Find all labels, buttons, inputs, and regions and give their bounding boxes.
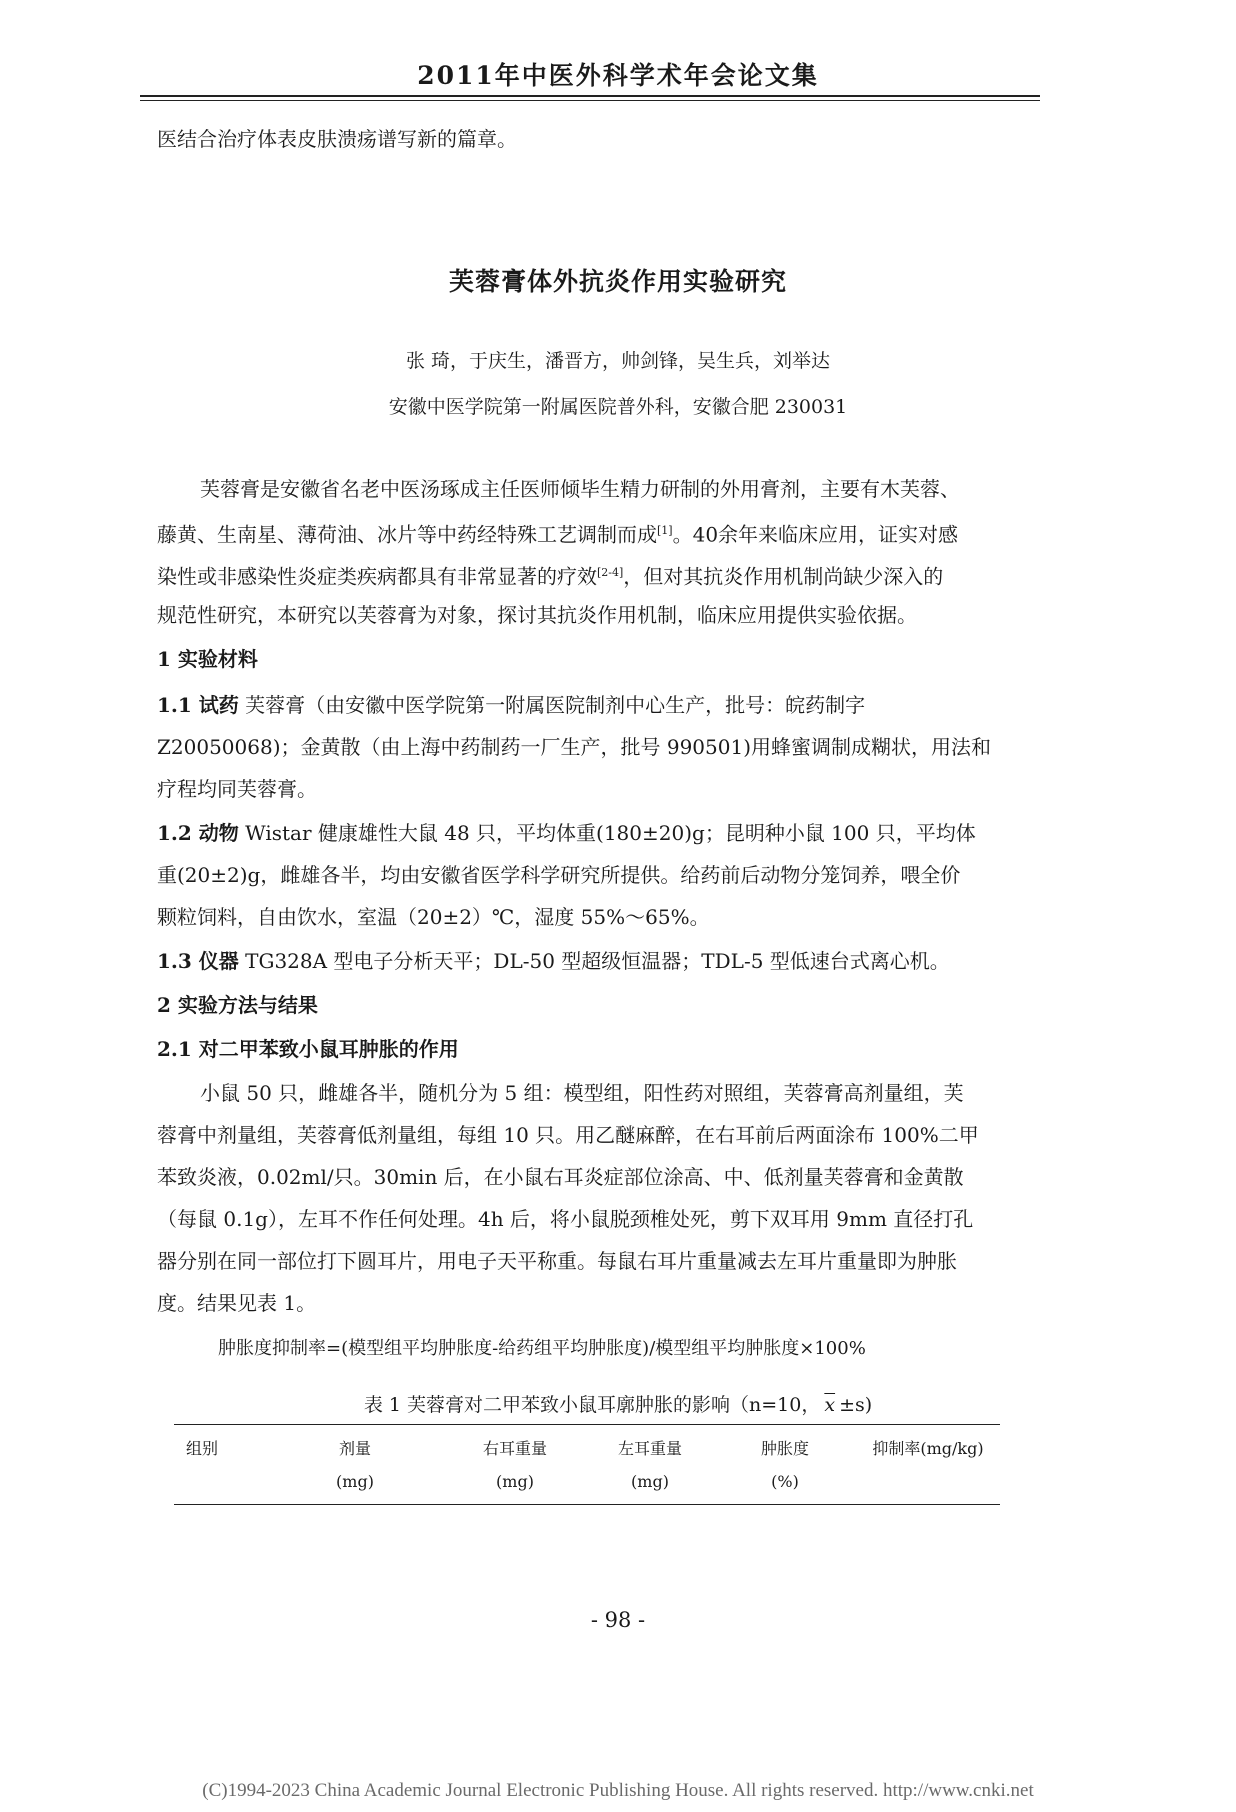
section-2-1-line-4: （每鼠 0.1g），左耳不作任何处理。4h 后，将小鼠脱颈椎处死，剪下双耳用 9mm 直径打孔 xyxy=(157,1207,974,1231)
section-1-2-line-2: 重(20±2)g，雌雄各半，均由安徽省医学科学研究所提供。给药前后动物分笼饲养，喂全价 xyxy=(157,863,961,887)
inhibition-formula: 肿胀度抑制率=(模型组平均肿胀度-给药组平均肿胀度)/模型组平均肿胀度×100% xyxy=(218,1338,866,1359)
section-1-3-label: 1.3 仪器 xyxy=(157,949,239,973)
table-top-rule xyxy=(174,1424,1000,1425)
caption-mean-symbol: $\overline{x}$ xyxy=(824,1394,836,1416)
col-header-right-ear: 右耳重量 xyxy=(482,1439,547,1458)
page-number: - 98 - xyxy=(590,1608,646,1632)
section-1-2 xyxy=(157,820,976,846)
col-header-dose: 剂量 xyxy=(338,1439,371,1458)
intro-line-4: 规范性研究，本研究以芙蓉膏为对象，探讨其抗炎作用机制，临床应用提供实验依据。 xyxy=(157,603,917,627)
col-unit-swelling: (%) xyxy=(771,1472,799,1491)
intro-line-1: 芙蓉膏是安徽省名老中医汤琢成主任医师倾毕生精力研制的外用膏剂，主要有木芙蓉、 xyxy=(200,477,960,501)
section-1-1-line-2: Z20050068)；金黄散（由上海中药制药一厂生产，批号 990501)用蜂蜜调制成糊状，用法和 xyxy=(157,735,992,759)
authors: 张 琦，于庆生，潘晋方，帅剑锋，吴生兵，刘举达 xyxy=(405,350,831,372)
col-header-inhibition: 抑制率(mg/kg) xyxy=(872,1439,984,1458)
table-1-caption xyxy=(0,1390,1236,1417)
intro-line-3b: ，但对其抗炎作用机制尚缺少深入的 xyxy=(623,564,944,589)
caption-text: 表 1 芙蓉膏对二甲苯致小鼠耳廓肿胀的影响（n=10， xyxy=(363,1394,821,1416)
copyright-footer: (C)1994-2023 China Academic Journal Electronic Publishing House. All rights reserved. http://www.cnki.net xyxy=(202,1780,1034,1801)
col-unit-left-ear: (mg) xyxy=(631,1472,669,1491)
section-1-1 xyxy=(157,692,865,718)
caption-tail: ±s) xyxy=(839,1394,873,1416)
section-1-1-text: 芙蓉膏（由安徽中医学院第一附属医院制剂中心生产，批号：皖药制字 xyxy=(238,693,866,717)
intro-line-3a: 染性或非感染性炎症类疾病都具有非常显著的疗效 xyxy=(157,564,597,589)
section-2-heading: 2 实验方法与结果 xyxy=(157,993,318,1017)
col-header-group: 组别 xyxy=(186,1439,219,1458)
section-1-3-text: TG328A 型电子分析天平；DL-50 型超级恒温器；TDL-5 型低速台式离心机。 xyxy=(238,949,950,973)
carryover-text: 医结合治疗体表皮肤溃疡谱写新的篇章。 xyxy=(157,127,517,151)
section-2-1-heading: 2.1 对二甲苯致小鼠耳肿胀的作用 xyxy=(157,1037,459,1061)
section-1-3 xyxy=(157,948,950,974)
section-2-1-line-5: 器分别在同一部位打下圆耳片，用电子天平称重。每鼠右耳片重量减去左耳片重量即为肿胀 xyxy=(157,1249,957,1273)
intro-line-2 xyxy=(157,518,958,548)
intro-line-2a: 藤黄、生南星、薄荷油、冰片等中药经特殊工艺调制而成 xyxy=(157,522,657,547)
section-1-2-label: 1.2 动物 xyxy=(157,821,239,845)
col-header-left-ear: 左耳重量 xyxy=(617,1439,682,1458)
col-unit-right-ear: (mg) xyxy=(496,1472,534,1491)
affiliation: 安徽中医学院第一附属医院普外科，安徽合肥 230031 xyxy=(388,396,848,418)
table-header-rule xyxy=(174,1504,1000,1505)
article-title: 芙蓉膏体外抗炎作用实验研究 xyxy=(448,267,787,296)
section-1-1-line-3: 疗程均同芙蓉膏。 xyxy=(157,777,317,801)
running-header: 2011年中医外科学术年会论文集 xyxy=(417,61,819,90)
section-2-1-line-1: 小鼠 50 只，雌雄各半，随机分为 5 组：模型组，阳性药对照组，芙蓉膏高剂量组，芙 xyxy=(200,1081,964,1105)
section-1-heading: 1 实验材料 xyxy=(157,647,258,671)
col-header-swelling: 肿胀度 xyxy=(760,1439,809,1458)
section-2-1-line-2: 蓉膏中剂量组，芙蓉膏低剂量组，每组 10 只。用乙醚麻醉，在右耳前后两面涂布 100%二甲 xyxy=(157,1123,979,1147)
section-1-2-line-3: 颗粒饲料，自由饮水，室温（20±2）℃，湿度 55%～65%。 xyxy=(157,905,710,929)
section-1-2-text: Wistar 健康雄性大鼠 48 只，平均体重(180±20)g；昆明种小鼠 100 只，平均体 xyxy=(238,821,976,845)
intro-line-2b: 。40余年来临床应用，证实对感 xyxy=(672,522,959,547)
citation-2-4: [2-4] xyxy=(597,566,624,579)
section-2-1-line-6: 度。结果见表 1。 xyxy=(157,1291,317,1315)
section-1-1-label: 1.1 试药 xyxy=(157,693,239,717)
header-rule-thick xyxy=(140,95,1040,97)
intro-line-3 xyxy=(157,560,943,590)
section-2-1-line-3: 苯致炎液，0.02ml/只。30min 后，在小鼠右耳炎症部位涂高、中、低剂量芙蓉膏和金黄散 xyxy=(157,1165,964,1189)
citation-1: [1] xyxy=(657,524,673,537)
col-unit-dose: (mg) xyxy=(336,1472,374,1491)
header-rule-thin xyxy=(140,100,1040,101)
